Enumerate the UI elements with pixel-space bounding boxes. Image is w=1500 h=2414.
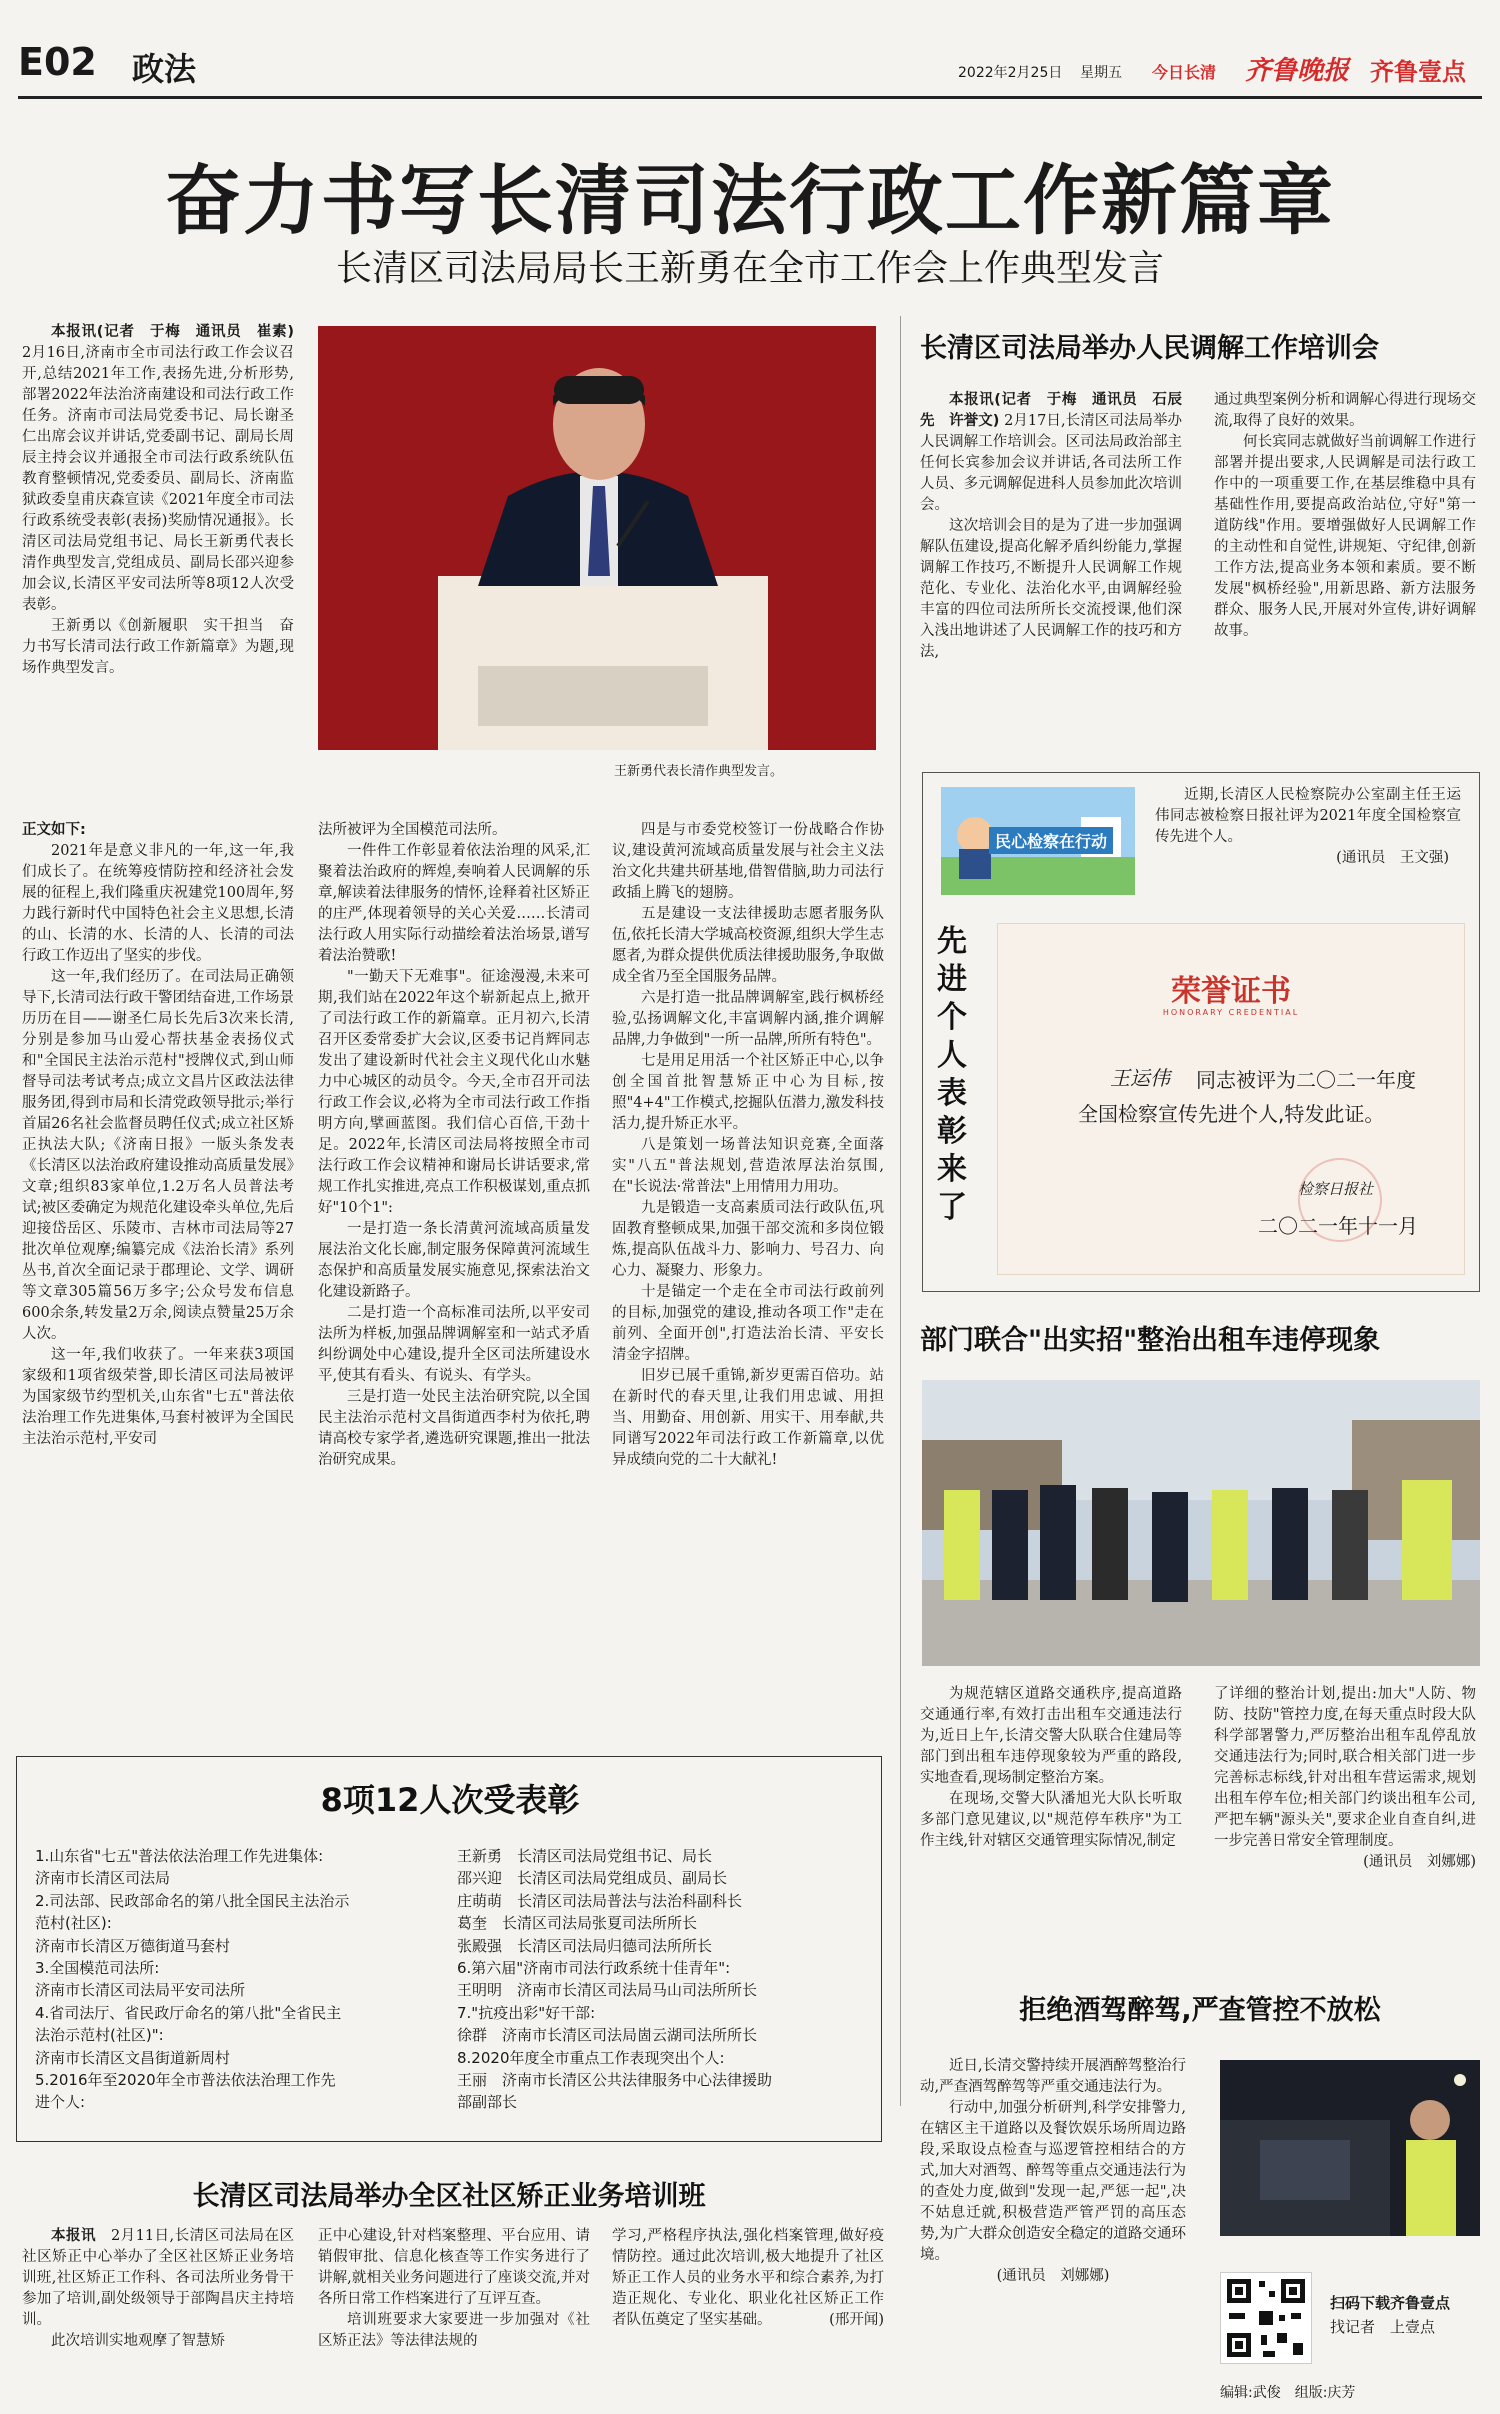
awards-line: 法治示范村(社区)":: [35, 2026, 164, 2045]
main-headline: 奋力书写长清司法行政工作新篇章: [165, 156, 1335, 245]
awards-line: 邵兴迎 长清区司法局党组成员、副局长: [457, 1869, 728, 1888]
correction-text: 此次培训实地观摩了智慧矫: [51, 2333, 225, 2349]
drunk-text: 行动中,加强分析研判,科学安排警力,在辖区主干道路以及餐饮娱乐场所周边路段,采取设点检查与巡逻管控相结合的方式,加大对酒驾、醉驾等重点交通违法行为的查处力度,做到"发现一起,严惩一起",决不姑息迁就,积极营造严管严罚的高压态势,为广大群众创造安全稳定的道路交通环境。: [920, 2100, 1186, 2263]
lead-paragraph-2: 王新勇以《创新履职 实干担当 奋力书写长清司法行政工作新篇章》为题,现场作典型发言。: [22, 618, 294, 676]
lead-article: [22, 322, 294, 792]
body-column-2: [318, 820, 590, 1700]
awards-list-right: [457, 1845, 877, 2114]
mediation-text: 这次培训会目的是为了进一步加强调解队伍建设,提高化解矛盾纠纷能力,掌握调解工作技巧,不断提升人民调解工作规范化、专业化、法治化水平,由调解经验丰富的四位司法所所长交流授课,他们深入浅出地讲述了人民调解工作的技巧和方法,: [920, 518, 1182, 660]
body-column-3: [612, 820, 884, 1700]
correction-col-3: [612, 2226, 884, 2406]
awards-line: 王明明 济南市长清区司法局马山司法所所长: [457, 1981, 758, 2000]
body-column-1: [22, 820, 294, 1700]
awards-line: 2.司法部、民政部命名的第八批全国民主法治示: [35, 1891, 350, 1910]
taxi-title: 部门联合"出实招"整治出租车违停现象: [920, 1325, 1381, 1356]
awards-line: 济南市长清区万德街道马套村: [35, 1936, 231, 1955]
body-paragraph: 这一年,我们经历了。在司法局正确领导下,长清司法行政干警团结奋进,工作场景历历在目——谢圣仁局长先后3次来长清,分别是参加马山爱心帮扶基金表扬仪式和"全国民主法治示范村"授牌仪式,到山师督导司法考试考点;成立文昌片区政法法律服务团,得到市局和长清党政领导批示;举行首届26名社会监督员聘任仪式;成立社区矫正执法大队;《济南日报》一版头条发表《长清区以法治政府建设推动高质量发展》文章;组织83家单位,1.2万名人员普法考试;被区委确定为规范化建设牵头单位,先后迎接岱岳区、乐陵市、吉林市司法局等27批次单位观摩;编纂完成《法治长清》系列丛书,首次全面记录于郡理论、文学、调研等文章305篇56万多字;公众号发布信息600余条,转发量2万余,阅读点赞量25万余人次。: [22, 969, 294, 1342]
taxi-byline: (通讯员 刘娜娜): [1363, 1854, 1476, 1870]
body-paragraph: 这一年,我们收获了。一年来获3项国家级和1项省级荣誉,即长清区司法局被评为国家级节约型机关,山东省"七五"普法依法治理工作先进集体,马套村被评为全国民主法治示范村,平安司: [22, 1347, 294, 1447]
correction-col-1: [22, 2226, 294, 2406]
awards-line: 济南市长清区司法局: [35, 1869, 171, 1888]
correction-text: 正中心建设,针对档案整理、平台应用、请销假审批、信息化核查等工作实务进行了讲解,就相关业务问题进行了座谈交流,并对各所日常工作档案进行了互评互查。: [318, 2228, 590, 2307]
body-paragraph: 旧岁已展千重锦,新岁更需百倍功。站在新时代的春天里,让我们用忠诚、用担当、用勤奋、用创新、用实干、用奉献,共同谱写2022年司法行政工作新篇章,以优异成绩向党的二十大献礼!: [612, 1368, 884, 1468]
taxi-text: 为规范辖区道路交通秩序,提高道路交通通行率,有效打击出租车交通违法行为,近日上午,长清交警大队联合住建局等部门到出租车违停现象较为严重的路段,实地查看,现场制定整治方案。: [920, 1686, 1182, 1786]
taxi-photo: [922, 1380, 1480, 1666]
mediation-col-1: [920, 390, 1182, 760]
awards-line: 6.第六届"济南市司法行政系统十佳青年":: [457, 1959, 731, 1978]
honor-banner: [941, 787, 1135, 895]
drunk-photo: [1220, 2060, 1480, 2236]
page-header: [0, 0, 1500, 96]
awards-line: 徐群 济南市长清区司法局崮云湖司法所所长: [457, 2026, 758, 2045]
lead-paragraph-1: 2月16日,济南市全市司法行政工作会议召开,总结2021年工作,表扬先进,分析形势,部署2022年法治济南建设和司法行政工作任务。济南市司法局党委书记、局长谢圣仁出席会议并讲话,党委副书记、副局长周辰主持会议并通报全市司法行政系统队伍教育整顿情况,党委委员、副局长、济南监狱政委皇甫庆森宣读《2021年度全市司法行政系统受表彰(表扬)奖励情况通报》。长清区司法局党组书记、局长王新勇代表长清作典型发言,党组成员、副局长邵兴迎参加会议,长清区平安司法所等8项12人次受表彰。: [22, 345, 294, 613]
awards-line: 7."抗疫出彩"好干部:: [457, 2003, 596, 2022]
awards-line: 8.2020年度全市重点工作表现突出个人:: [457, 2048, 725, 2067]
correction-text: 2月11日,长清区司法局在区社区矫正中心举办了全区社区矫正业务培训班,社区矫正工作科、各司法所业务骨干参加了培训,副处级领导于部陶昌庆主持培训。: [22, 2228, 294, 2328]
taxi-text: 在现场,交警大队潘旭光大队长听取多部门意见建议,以"规范停车秩序"为工作主线,针对辖区交通管理实际情况,制定: [920, 1791, 1182, 1849]
awards-line: 范村(社区):: [35, 1914, 112, 1933]
qr-text-2: 找记者 上壹点: [1330, 2318, 1436, 2336]
cert-seal-icon: [1298, 1158, 1382, 1242]
correction-col-2: [318, 2226, 590, 2406]
body-paragraph: 五是建设一支法律援助志愿者服务队伍,依托长清大学城高校资源,组织大学生志愿者,为群众提供优质法律援助服务,争取做成全省乃至全国服务品牌。: [612, 906, 884, 985]
awards-line: 进个人:: [35, 2093, 86, 2112]
page-code: E02: [18, 40, 97, 84]
cert-line-2: 全国检察宣传先进个人,特发此证。: [1078, 1102, 1385, 1126]
awards-line: 王新勇 长清区司法局党组书记、局长: [457, 1847, 713, 1865]
honor-certificate: [997, 923, 1465, 1275]
drunk-byline: (通讯员 刘娜娜): [996, 2268, 1110, 2284]
cert-date: 二〇二一年十一月: [1258, 1214, 1418, 1238]
cert-name: 王运伟: [1110, 1066, 1170, 1090]
mediation-byline: 本报讯(记者 于梅 通讯员 石辰先 许誉文): [920, 392, 1182, 429]
lead-photo: [318, 326, 876, 750]
body-paragraph: 一是打造一条长清黄河流域高质量发展法治文化长廊,制定服务保障黄河流域生态保护和高质量发展实施意见,探索法治文化建设新路子。: [318, 1221, 590, 1300]
body-paragraph: 三是打造一处民主法治研究院,以全国民主法治示范村文昌街道西李村为依托,聘请高校专家学者,遴选研究课题,推出一批法治研究成果。: [318, 1389, 590, 1468]
editor-credit: 编辑:武俊 组版:庆芳: [1220, 2385, 1356, 2401]
mediation-title: 长清区司法局举办人民调解工作培训会: [920, 333, 1379, 364]
taxi-col-1: [920, 1684, 1182, 1928]
body-paragraph: 2021年是意义非凡的一年,这一年,我们成长了。在统筹疫情防控和经济社会发展的征程上,我们隆重庆祝建党100周年,努力践行新时代中国特色社会主义思想,长清的山、长清的水、长清的人、长清的司法行政工作迈出了坚实的步伐。: [22, 843, 294, 964]
issue-date: 2022年2月25日: [958, 65, 1063, 81]
cert-subtitle: HONORARY CREDENTIAL: [1162, 1008, 1300, 1017]
correction-sign: (邢开闻): [829, 2312, 884, 2328]
awards-line: 张殿强 长清区司法局归德司法所所长: [457, 1936, 713, 1955]
edition-name: 今日长清: [1152, 63, 1217, 82]
correction-byline: 本报讯: [51, 2228, 96, 2244]
awards-line: 庄萌萌 长清区司法局普法与法治科副科长: [457, 1891, 743, 1910]
paper-logo: 齐鲁晚报: [1245, 56, 1350, 86]
honor-text: 近期,长清区人民检察院办公室副主任王运伟同志被检察日报社评为2021年度全国检察宣传先进个人。: [1155, 787, 1461, 845]
body-paragraph: "一勤天下无难事"。征途漫漫,未来可期,我们站在2022年这个崭新起点上,掀开了司法行政工作的新篇章。正月初六,长清召开区委常委扩大会议,区委书记肖辉同志发出了建设新时代社会主义现代化山水魅力中心城区的动员令。今天,全市召开司法行政工作会议,必将为全市司法行政工作指明方向,擘画蓝图。我们信心百倍,干劲十足。2022年,长清区司法局将按照全市司法行政工作会议精神和谢局长讲话要求,常规工作扎实推进,亮点工作积极谋划,重点抓好"10个1":: [318, 969, 590, 1216]
awards-line: 5.2016年至2020年全市普法依法治理工作先: [35, 2071, 336, 2090]
cert-line-1: 同志被评为二〇二一年度: [1196, 1068, 1416, 1092]
mediation-text: 通过典型案例分析和调解心得进行现场交流,取得了良好的效果。: [1214, 392, 1476, 429]
mediation-text: 2月17日,长清区司法局举办人民调解工作培训会。区司法局政治部主任何长宾参加会议并讲话,各司法所工作人员、多元调解促进科人员参加此次培训会。: [920, 413, 1182, 513]
body-paragraph: 八是策划一场普法知识竞赛,全面落实"八五"普法规划,营造浓厚法治氛围,在"长说法·常普法"上用情用力用功。: [612, 1137, 884, 1195]
main-subheadline: 长清区司法局局长王新勇在全市工作会上作典型发言: [335, 248, 1164, 289]
awards-line: 王丽 济南市长清区公共法律服务中心法律援助: [457, 2071, 773, 2090]
taxi-text: 了详细的整治计划,提出:加大"人防、物防、技防"管控力度,在每天重点时段大队科学部署警力,严厉整治出租车乱停乱放交通违法行为;同时,联合相关部门进一步完善标志标线,针对出租车营运需求,规划出租车停车位;相关部门约谈出租车公司,严把车辆"源头关",要求企业自查自纠,进一步完善日常安全管理制度。: [1214, 1686, 1476, 1849]
body-paragraph: 法所被评为全国模范司法所。: [318, 822, 507, 838]
mediation-text: 何长宾同志就做好当前调解工作进行部署并提出要求,人民调解是司法行政工作中的一项重要工作,在基层维稳中具有基础性作用,要提高政治站位,守好"第一道防线"作用。要增强做好人民调解工作的主动性和自觉性,讲规矩、守纪律,创新工作方法,提高业务本领和素质。要不断发展"枫桥经验",用新思路、新方法服务群众、服务人民,开展对外宣传,讲好调解故事。: [1214, 434, 1476, 639]
correction-text: 学习,严格程序执法,强化档案管理,做好疫情防控。通过此次培训,极大地提升了社区矫正工作人员的业务水平和综合素养,为打造正规化、专业化、职业化社区矫正工作者队伍奠定了坚实基础。: [612, 2228, 884, 2328]
awards-line: 葛奎 长清区司法局张夏司法所所长: [457, 1914, 698, 1933]
taxi-col-2: [1214, 1684, 1476, 1928]
lead-byline: 本报讯(记者 于梅 通讯员 崔素): [51, 324, 294, 340]
awards-line: 济南市长清区文昌街道新周村: [35, 2048, 231, 2067]
cert-title: 荣誉证书: [1171, 974, 1291, 1009]
checkpoint-photo: [1220, 2060, 1480, 2236]
drunk-article: [920, 2056, 1186, 2352]
awards-line: 部副部长: [457, 2093, 518, 2112]
honor-byline: (通讯员 王文强): [1336, 850, 1449, 866]
honor-vertical-title: 先进个人表彰来了: [937, 924, 967, 1225]
body-paragraph: 十是锚定一个走在全市司法行政前列的目标,加强党的建设,推动各项工作"走在前列、全面开创",打造法治长清、平安长清金字招牌。: [612, 1284, 884, 1363]
awards-line: 1.山东省"七五"普法依法治理工作先进集体:: [35, 1847, 324, 1865]
qr-text-1: 扫码下载齐鲁壹点: [1330, 2294, 1451, 2312]
drunk-title: 拒绝酒驾醉驾,严查管控不放松: [1019, 1995, 1381, 2026]
mediation-col-2: [1214, 390, 1476, 760]
body-paragraph: 六是打造一批品牌调解室,践行枫桥经验,弘扬调解文化,丰富调解内涵,推介调解品牌,力争做到"一所一品牌,所所有特色"。: [612, 990, 884, 1048]
body-paragraph: 二是打造一个高标准司法所,以平安司法所为样板,加强品牌调解室和一站式矛盾纠纷调处中心建设,提升全区司法所建设水平,使其有看头、有说头、有学头。: [318, 1305, 590, 1384]
qr-code: [1220, 2272, 1312, 2364]
app-logo: 齐鲁壹点: [1370, 58, 1466, 86]
awards-line: 3.全国模范司法所:: [35, 1959, 160, 1978]
awards-line: 济南市长清区司法局平安司法所: [35, 1981, 246, 2000]
header-rule: [18, 96, 1482, 99]
awards-list-left: [35, 1845, 455, 2114]
body-label: 正文如下:: [22, 822, 86, 838]
speaker-photo-illustration: [318, 326, 876, 750]
qr-code-icon: [1221, 2273, 1311, 2363]
issue-weekday: 星期五: [1080, 65, 1122, 81]
traffic-police-photo: [922, 1380, 1480, 1666]
section-name: 政法: [132, 50, 197, 88]
correction-text: 培训班要求大家要进一步加强对《社区矫正法》等法律法规的: [318, 2312, 590, 2349]
body-paragraph: 七是用足用活一个社区矫正中心,以争创全国首批智慧矫正中心为目标,按照"4+4"工作模式,挖掘队伍潜力,激发科技活力,提升矫正水平。: [612, 1053, 884, 1132]
honor-box: [922, 772, 1480, 1292]
awards-title: 8项12人次受表彰: [320, 1781, 580, 1819]
body-paragraph: 一件件工作彰显着依法治理的风采,汇聚着法治政府的辉煌,奏响着人民调解的乐章,解读着法律服务的情怀,诠释着社区矫正的庄严,体现着领导的关心关爱……长清司法行政人用实际行动描绘着法治场景,谱写着法治赞歌!: [318, 843, 590, 964]
honor-banner-text: 民心检察在行动: [989, 827, 1113, 854]
cert-issuer: 检察日报社: [1298, 1180, 1374, 1198]
body-paragraph: 四是与市委党校签订一份战略合作协议,建设黄河流域高质量发展与社会主义法治文化共建共研基地,借智借脑,助力司法行政插上腾飞的翅膀。: [612, 822, 884, 901]
drunk-text: 近日,长清交警持续开展酒醉驾整治行动,严查酒驾醉驾等严重交通违法行为。: [920, 2058, 1186, 2095]
body-paragraph: 九是锻造一支高素质司法行政队伍,巩固教育整顿成果,加强干部交流和多岗位锻炼,提高队伍战斗力、影响力、号召力、向心力、凝聚力、形象力。: [612, 1200, 884, 1279]
lead-photo-caption: 王新勇代表长清作典型发言。: [614, 764, 784, 779]
correction-title: 长清区司法局举办全区社区矫正业务培训班: [192, 2181, 706, 2212]
awards-line: 4.省司法厅、省民政厅命名的第八批"全省民主: [35, 2003, 342, 2022]
column-divider: [900, 316, 901, 2106]
awards-box: [16, 1756, 882, 2142]
honor-text-block: [1155, 785, 1461, 905]
